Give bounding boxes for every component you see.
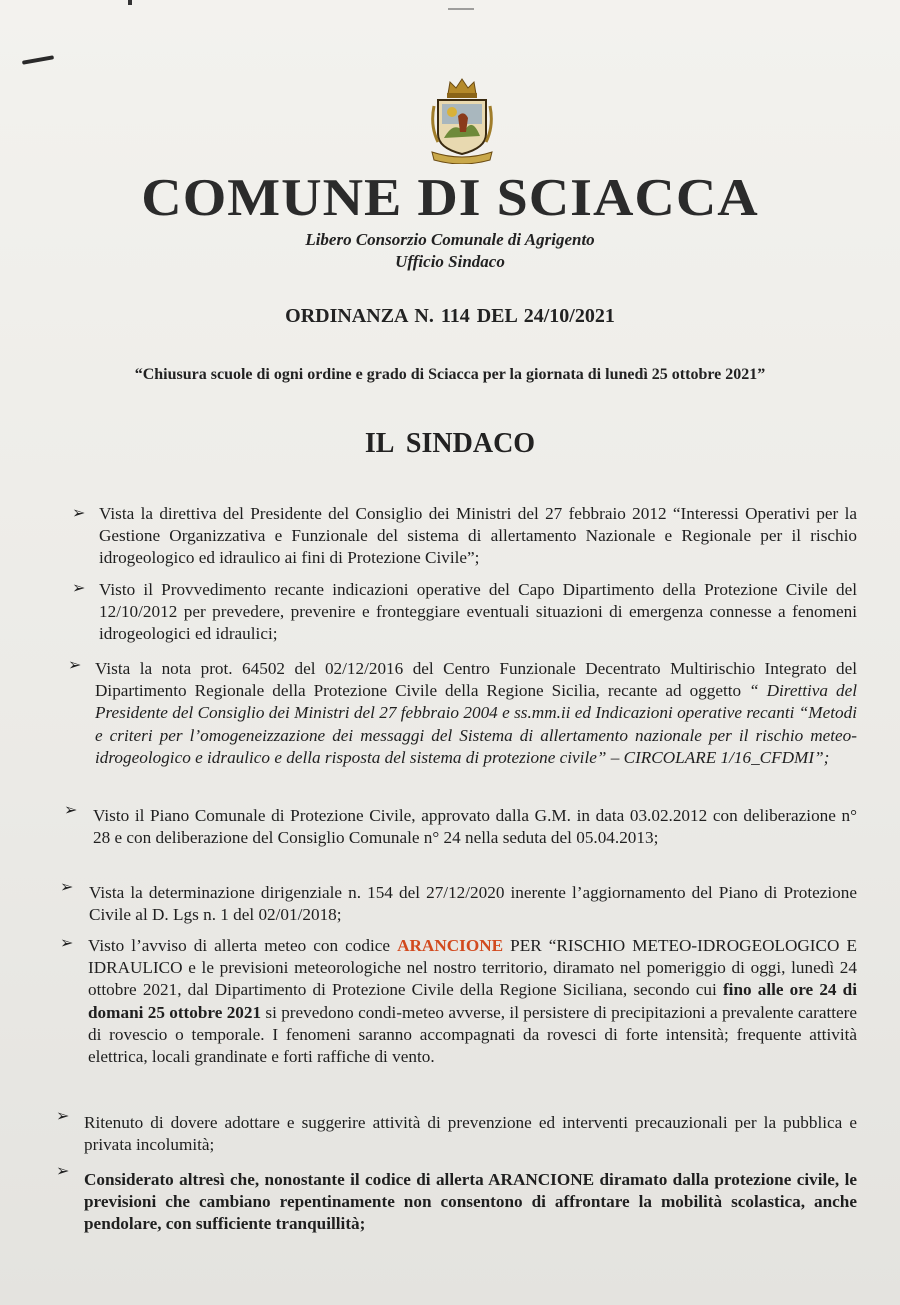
list-item-text: Visto il Provvedimento recante indicazioni operative del Capo Dipartimento della Protezione Civile del 12/10/2012 per prevedere, prevenire e fronteggiare eventuali situazioni di emergenza connesse a fenomeni idrogeologici ed idraulici; [99,580,857,644]
list-item-text: Vista la direttiva del Presidente del Consiglio dei Ministri del 27 febbraio 2012 “Interessi Operativi per la Gestione Organizzativa e Funzionale del sistema di allertamento Nazionale e Regionale per il rischio idrogeologico ed idraulico ai fini di Protezione Civile”; [99,504,857,568]
list-item-text: Ritenuto di dovere adottare e suggerire attività di prevenzione ed interventi precauzionali per la pubblica e privata incolumità; [84,1113,857,1155]
document-title: COMUNE DI SCIACCA [141,168,759,228]
office-subtitle: Ufficio Sindaco [395,252,505,271]
pen-mark [22,55,54,64]
ordinance-number: ORDINANZA N. 114 DEL 24/10/2021 [285,305,615,327]
arrow-bullet-icon: ➢ [60,877,74,896]
alert-code: ARANCIONE [397,936,504,955]
ink-mark [128,0,132,5]
section-heading: IL SINDACO [364,428,536,459]
italic-citation: “ Direttiva del Presidente del Consiglio dei Ministri del 27 febbraio 2004 e ss.mm.ii ed Indicazioni operative recanti “Metodi e criteri per l’omogeneizzazione dei messaggi del Sistema di allertamento nazionale per il rischio meteo-idrogeologico e idraulico e della risposta del sistema di protezione civile” – CIRCOLARE 1/16_CFDMI”; [95,681,857,767]
list-item-text: Visto il Piano Comunale di Protezione Civile, approvato dalla G.M. in data 03.02.2012 con deliberazione n° 28 e con deliberazione del Consiglio Comunale n° 24 nella seduta del 05.04.2013; [93,806,857,848]
text-run: si prevedono condi-meteo avverse, il persistere di precipitazioni a prevalente carattere di rovescio o temporale. I fenomeni saranno accompagnati da rovesci di forte intensità; frequente attività elettrica, locali grandinate e forti raffiche di vento. [88,1002,857,1067]
list-item-text [88,935,857,1068]
list-item-text: Vista la determinazione dirigenziale n. 154 del 27/12/2020 inerente l’aggiornamento del Piano di Protezione Civile al D. Lgs n. 1 del 02/01/2018; [89,883,857,925]
bold-run: fino alle ore 24 di domani 25 ottobre 2021 [88,980,857,1022]
coat-of-arms-icon [428,76,496,164]
ink-mark [448,8,474,10]
text-run: Visto l’avviso di allerta meteo con codice [88,936,398,955]
arrow-bullet-icon: ➢ [60,933,74,952]
document-subtitle: Libero Consorzio Comunale di Agrigento [305,230,595,249]
arrow-bullet-icon: ➢ [56,1161,70,1180]
list-item-text: Considerato altresì che, nonostante il codice di allerta ARANCIONE diramato dalla protezione civile, le previsioni che cambiano repentinamente non consentono di affrontare la mobilità scolastica, anche pendolare, con sufficiente tranquillità; [84,1170,857,1234]
arrow-bullet-icon: ➢ [68,655,82,674]
ordinance-subject: “Chiusura scuole di ogni ordine e grado di Sciacca per la giornata di lunedì 25 ottobre 2021” [134,366,766,383]
text-run: PER “RISCHIO METEO-IDROGEOLOGICO E IDRAULICO e le previsioni meteorologiche nel nostro territorio, diramato nel pomeriggio di oggi, lunedì 24 ottobre 2021, dal Dipartimento di Protezione Civile della Regione Siciliana, secondo cui [88,936,857,1000]
text-run: Vista la nota prot. 64502 del 02/12/2016 del Centro Funzionale Decentrato Multirischio Integrato del Dipartimento Regionale della Protezione Civile della Regione Sicilia, recante ad oggetto [95,659,857,701]
arrow-bullet-icon: ➢ [56,1106,70,1125]
list-item-text [95,658,857,769]
arrow-bullet-icon: ➢ [72,578,86,597]
arrow-bullet-icon: ➢ [72,503,86,522]
arrow-bullet-icon: ➢ [64,800,78,819]
